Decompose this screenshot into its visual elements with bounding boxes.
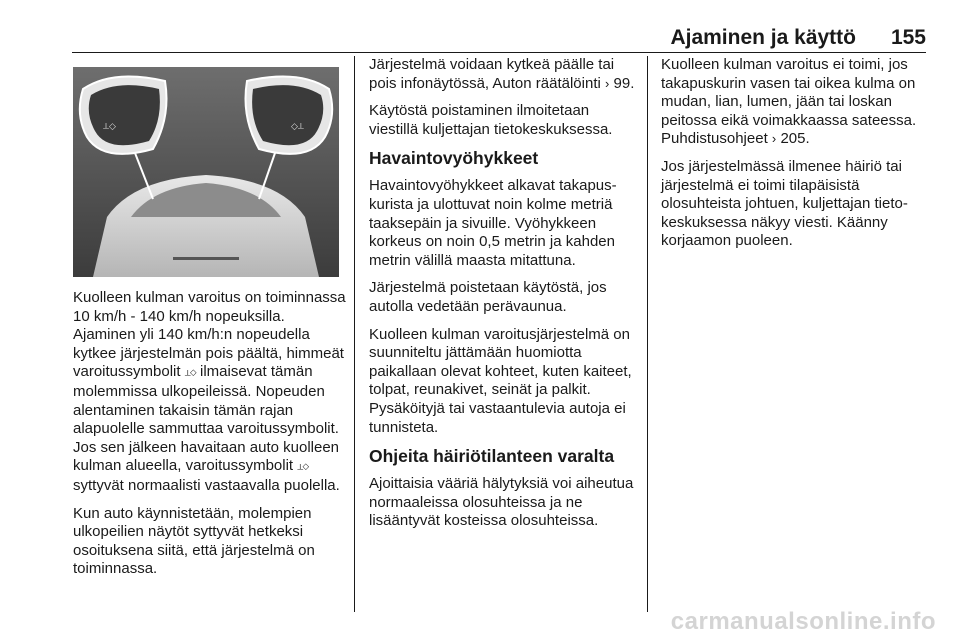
header-rule (72, 52, 926, 53)
page-ref[interactable]: 205. (780, 130, 810, 148)
text-run: Kuolleen kulman varoitus on toiminnassa 10 km/h - 140 km/h nopeuksilla. Ajaminen yli 140 km/h:n nopeudella kytkee järjestelmän pois päältä, himmeät varoitussymbolit (73, 289, 346, 381)
paragraph: Käytöstä poistaminen ilmoitetaan viestillä kuljettajan tietokeskuksessa. (369, 102, 613, 138)
paragraph: Kuolleen kulman varoitusjärjestelmä on suunniteltu jättämään huomiotta paikallaan olevat kohteet, kuten kaiteet, tolpat, reunakivet, seinät ja palkit. Pysäköityjä tai vastaantulevia autoja ei tunnisteta. (369, 325, 632, 436)
text-run: ilmaisevat tämän molemmissa ulkopeileissä. Nopeuden alentaminen takaisin tämän rajan alapuolelle sammuttaa varoitussymbolit. Jos sen jälkeen havaitaan auto kuolleen kulman alueella, varoitussymbolit (73, 363, 340, 475)
paragraph: Ajoittaisia vääriä hälytyksiä voi aiheutua normaaleissa olosuhteissa ja ne lisääntyvät kosteissa olosuhteissa. (369, 475, 634, 530)
paragraph (73, 289, 348, 496)
page-ref-arrow-icon: › (771, 131, 777, 147)
text-run: Kuolleen kulman varoitus ei toimi, jos takapuskurin vasen tai oikea kulma on mudan, lian, lumen, jään tai loskan peitossa eikä voimakkaassa sateessa. Puhdistusohjeet (661, 56, 917, 148)
watermark: carmanualsonline.info (670, 608, 936, 635)
svg-text:⟂◇: ⟂◇ (103, 122, 116, 132)
column-3 (661, 56, 929, 260)
paragraph (661, 56, 929, 149)
section-title: Ajaminen ja käyttö (670, 26, 856, 49)
paragraph: Kun auto käynnistetään, molempien ulkopeilien näytöt syttyvät hetkeksi osoituksena siitä, että järjestelmä on toiminnassa. (73, 504, 315, 578)
heading-detection-zones: Havaintovyöhykkeet (369, 148, 539, 169)
page-number: 155 (890, 26, 926, 49)
blind-spot-icon: ⟂◇ (297, 462, 309, 473)
page-ref-arrow-icon: › (605, 75, 610, 91)
page-header (72, 26, 926, 50)
column-divider-2 (647, 56, 648, 612)
paragraph: Jos järjestelmässä ilmenee häiriö tai järjestelmä ei toimi tilapäisistä olosuhteista johtuen, kuljettajan tietokeskuksessa näkyy viesti. Käänny korjaamon puoleen. (661, 157, 908, 250)
page-ref[interactable]: 99. (613, 74, 635, 92)
mirror-illustration (73, 67, 339, 277)
column-divider-1 (354, 56, 355, 612)
svg-text:◇⟂: ◇⟂ (291, 122, 304, 132)
blind-spot-icon: ⟂◇ (184, 368, 196, 379)
text-run: Järjestelmä voidaan kytkeä päälle tai pois infonäytössä, Auton räätälöinti (369, 56, 615, 92)
paragraph: Järjestelmä poistetaan käytöstä, jos autolla vedetään perävaunua. (369, 279, 607, 315)
column-2 (369, 56, 637, 540)
paragraph (369, 56, 637, 93)
heading-fault: Ohjeita häiriötilanteen varalta (369, 446, 615, 467)
text-run: syttyvät normaalisti vastaavalla puolella. (73, 476, 340, 494)
column-1 (73, 289, 348, 588)
paragraph: Havaintovyöhykkeet alkavat takapuskurista ja ulottuvat noin kolme metriä taaksepäin ja sivuille. Vyöhykkeen korkeus on noin 0,5 metrin ja kahden metrin välillä maasta mitattuna. (369, 177, 617, 269)
